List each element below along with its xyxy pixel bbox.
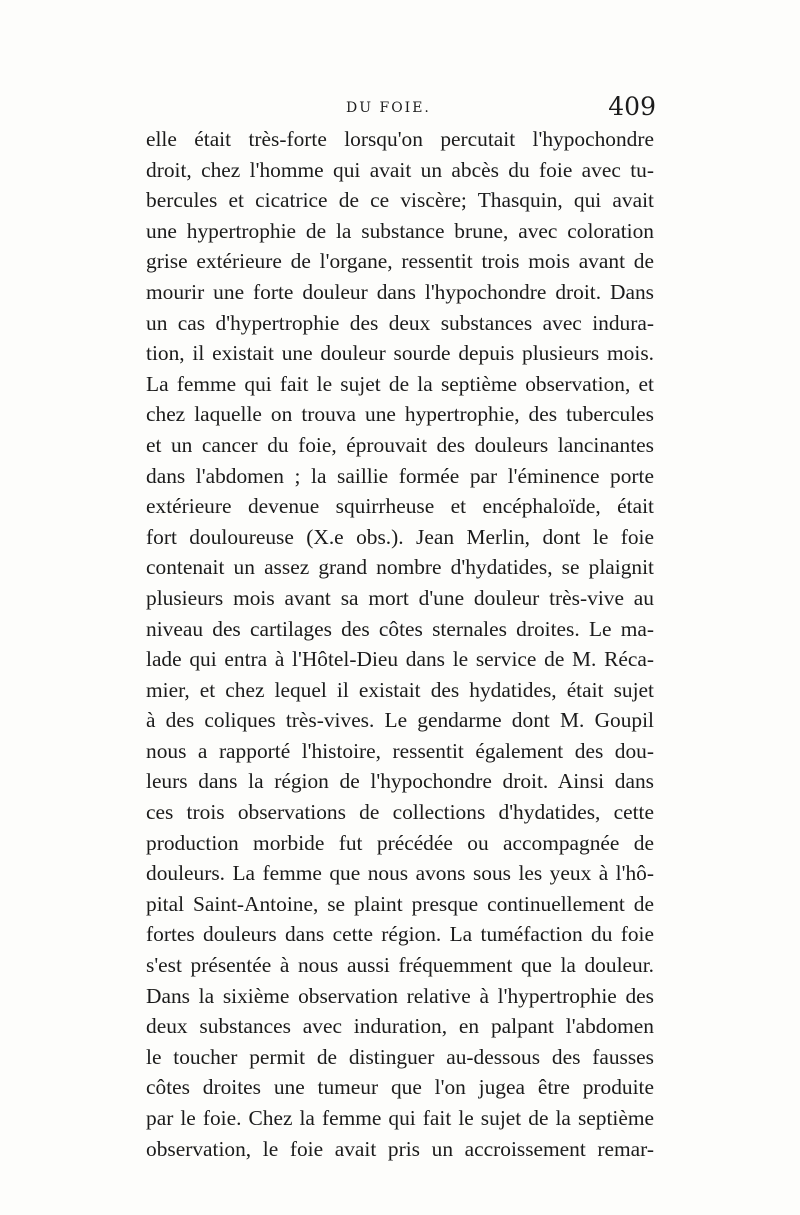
page-header [146,92,656,126]
text-line: tion, il existait une douleur sourde depuis plusieurs mois. [146,341,654,366]
text-line: le toucher permit de distinguer au-dessous des fausses [146,1044,654,1069]
page-number: 409 [608,92,656,121]
text-line: observation, le foie avait pris un accroissement remar- [146,1136,654,1161]
text-line: fort douloureuse (X.e obs.). Jean Merlin, dont le foie [146,524,654,549]
text-line: une hypertrophie de la substance brune, avec coloration [146,218,654,243]
text-line: s'est présentée à nous aussi fréquemment que la douleur. [146,953,654,978]
text-line: production morbide fut précédée ou accompagnée de [146,830,654,855]
text-line: deux substances avec induration, en palpant l'abdomen [146,1014,654,1039]
text-line: à des coliques très-vives. Le gendarme dont M. Goupil [146,708,654,733]
running-head: DU FOIE. [346,100,431,116]
text-line: contenait un assez grand nombre d'hydatides, se plaignit [146,555,654,580]
text-line: côtes droites une tumeur que l'on jugea être produite [146,1075,654,1100]
text-line: mourir une forte douleur dans l'hypochondre droit. Dans [146,279,654,304]
text-line: ces trois observations de collections d'hydatides, cette [146,800,654,825]
body-text [146,124,654,1164]
text-line: Dans la sixième observation relative à l'hypertrophie des [146,983,654,1008]
text-line: leurs dans la région de l'hypochondre droit. Ainsi dans [146,769,654,794]
text-line: elle était très-forte lorsqu'on percutait l'hypochondre [146,127,654,151]
text-line: plusieurs mois avant sa mort d'une douleur très-vive au [146,585,654,610]
text-line: nous a rapporté l'histoire, ressentit également des dou- [146,738,654,763]
text-line: chez laquelle on trouva une hypertrophie, des tubercules [146,402,654,427]
text-line: et un cancer du foie, éprouvait des douleurs lancinantes [146,432,654,457]
text-line: dans l'abdomen ; la saillie formée par l'éminence porte [146,463,654,488]
text-line: pital Saint-Antoine, se plaint presque continuellement de [146,891,654,916]
text-line: droit, chez l'homme qui avait un abcès du foie avec tu- [146,157,654,182]
text-line: bercules et cicatrice de ce viscère; Thasquin, qui avait [146,188,654,213]
text-line: grise extérieure de l'organe, ressentit trois mois avant de [146,249,654,274]
text-line: un cas d'hypertrophie des deux substances avec indura- [146,310,654,335]
text-line: douleurs. La femme que nous avons sous les yeux à l'hô- [146,861,654,886]
text-line: fortes douleurs dans cette région. La tuméfaction du foie [146,922,654,947]
text-line: mier, et chez lequel il existait des hydatides, était sujet [146,677,654,702]
text-line: La femme qui fait le sujet de la septième observation, et [146,371,654,396]
text-line: par le foie. Chez la femme qui fait le sujet de la septième [146,1106,654,1130]
text-line: extérieure devenue squirrheuse et encéphaloïde, était [146,494,654,519]
text-line: lade qui entra à l'Hôtel-Dieu dans le service de M. Réca- [146,647,654,672]
text-line: niveau des cartilages des côtes sternales droites. Le ma- [146,616,654,641]
